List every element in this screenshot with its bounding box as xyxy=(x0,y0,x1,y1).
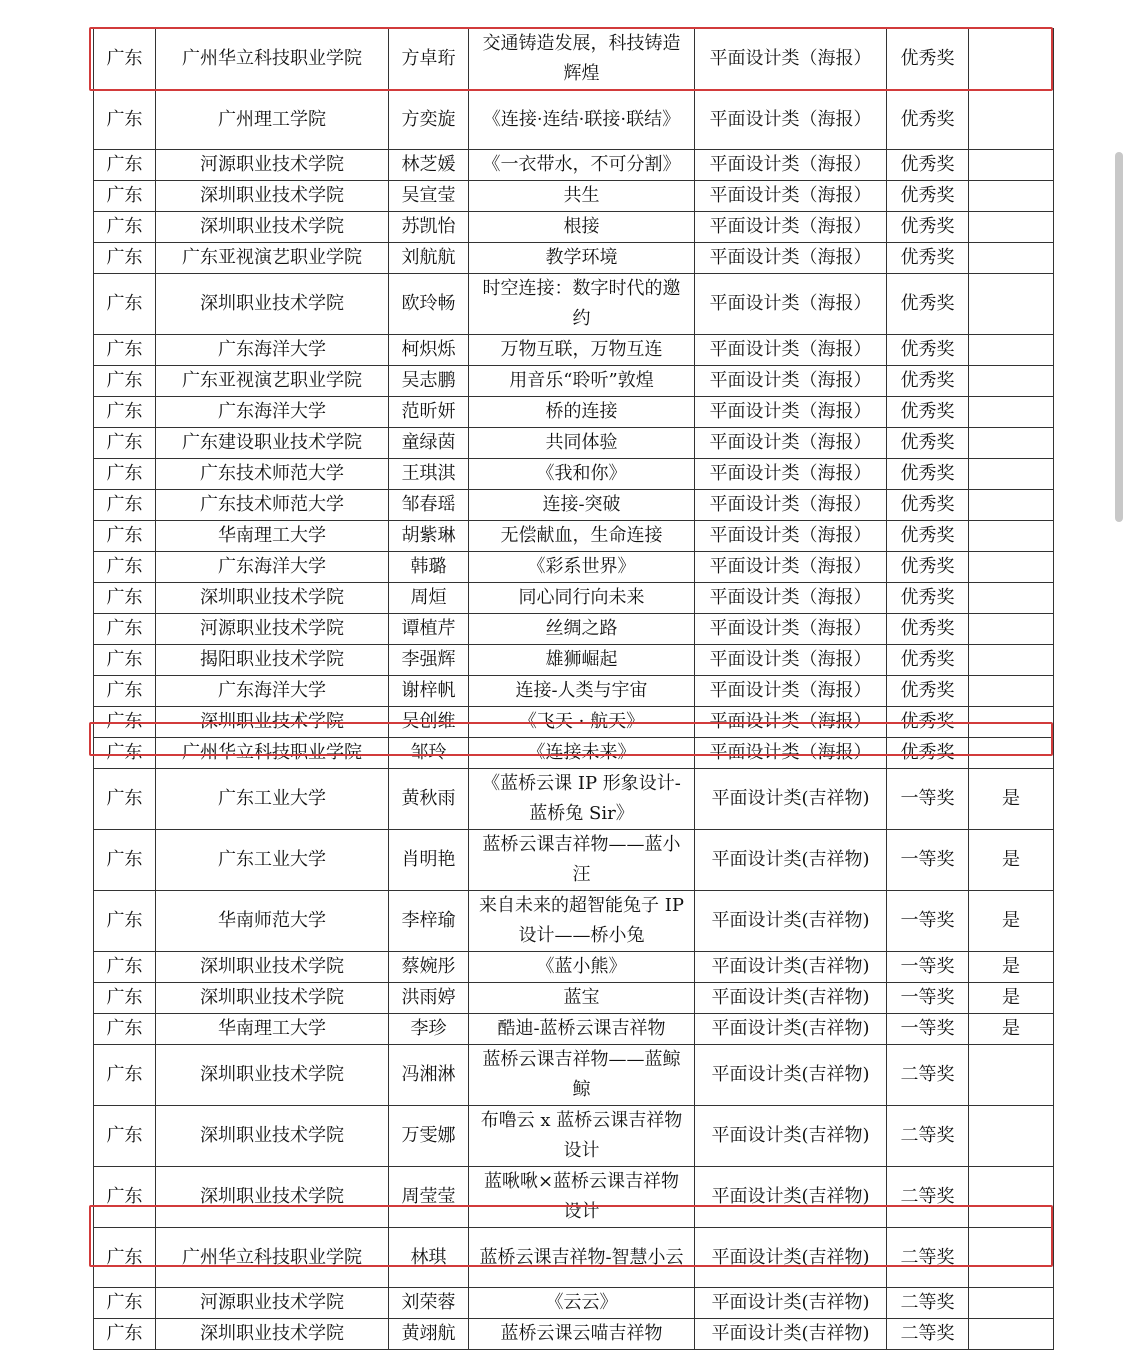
category-cell: 平面设计类(吉祥物) xyxy=(695,891,887,952)
province-cell: 广东 xyxy=(94,490,156,521)
province-cell: 广东 xyxy=(94,366,156,397)
extra-cell xyxy=(969,676,1054,707)
extra-cell xyxy=(969,738,1054,769)
table-row xyxy=(94,891,1054,952)
student-cell: 蔡婉彤 xyxy=(389,952,469,983)
student-cell: 王琪淇 xyxy=(389,459,469,490)
category-cell: 平面设计类(吉祥物) xyxy=(695,1319,887,1350)
student-cell: 洪雨婷 xyxy=(389,983,469,1014)
student-cell: 黄秋雨 xyxy=(389,769,469,830)
school-cell: 广东海洋大学 xyxy=(156,397,389,428)
table-row xyxy=(94,1106,1054,1167)
category-cell: 平面设计类（海报） xyxy=(695,738,887,769)
category-cell: 平面设计类（海报） xyxy=(695,243,887,274)
extra-cell xyxy=(969,1045,1054,1106)
title-cell: 蓝桥云课吉祥物——蓝小汪 xyxy=(469,830,695,891)
student-cell: 谭植芹 xyxy=(389,614,469,645)
extra-cell xyxy=(969,583,1054,614)
school-cell: 河源职业技术学院 xyxy=(156,150,389,181)
province-cell: 广东 xyxy=(94,274,156,335)
category-cell: 平面设计类（海报） xyxy=(695,490,887,521)
category-cell: 平面设计类（海报） xyxy=(695,150,887,181)
category-cell: 平面设计类(吉祥物) xyxy=(695,1106,887,1167)
student-cell: 吴宣莹 xyxy=(389,181,469,212)
title-cell: 来自未来的超智能兔子 IP 设计——桥小兔 xyxy=(469,891,695,952)
province-cell: 广东 xyxy=(94,738,156,769)
table-row xyxy=(94,212,1054,243)
province-cell: 广东 xyxy=(94,459,156,490)
extra-cell xyxy=(969,1167,1054,1228)
scrollbar-thumb[interactable] xyxy=(1115,152,1123,522)
province-cell: 广东 xyxy=(94,150,156,181)
title-cell: 《蓝桥云课 IP 形象设计-蓝桥兔 Sir》 xyxy=(469,769,695,830)
province-cell: 广东 xyxy=(94,335,156,366)
extra-cell xyxy=(969,1288,1054,1319)
province-cell: 广东 xyxy=(94,614,156,645)
student-cell: 吴创维 xyxy=(389,707,469,738)
school-cell: 华南理工大学 xyxy=(156,521,389,552)
table-row xyxy=(94,335,1054,366)
student-cell: 柯炽烁 xyxy=(389,335,469,366)
school-cell: 深圳职业技术学院 xyxy=(156,1319,389,1350)
award-cell: 优秀奖 xyxy=(887,274,969,335)
award-cell: 优秀奖 xyxy=(887,150,969,181)
award-cell: 优秀奖 xyxy=(887,583,969,614)
title-cell: 《彩系世界》 xyxy=(469,552,695,583)
province-cell: 广东 xyxy=(94,1106,156,1167)
award-cell: 优秀奖 xyxy=(887,614,969,645)
award-cell: 优秀奖 xyxy=(887,90,969,150)
title-cell: 同心同行向未来 xyxy=(469,583,695,614)
school-cell: 华南师范大学 xyxy=(156,891,389,952)
extra-cell xyxy=(969,243,1054,274)
vertical-scrollbar[interactable] xyxy=(1111,0,1125,1324)
table-row xyxy=(94,1045,1054,1106)
category-cell: 平面设计类（海报） xyxy=(695,274,887,335)
province-cell: 广东 xyxy=(94,1228,156,1288)
title-cell: 教学环境 xyxy=(469,243,695,274)
province-cell: 广东 xyxy=(94,645,156,676)
student-cell: 苏凯怡 xyxy=(389,212,469,243)
category-cell: 平面设计类（海报） xyxy=(695,614,887,645)
award-cell: 二等奖 xyxy=(887,1167,969,1228)
category-cell: 平面设计类（海报） xyxy=(695,552,887,583)
province-cell: 广东 xyxy=(94,983,156,1014)
school-cell: 深圳职业技术学院 xyxy=(156,212,389,243)
student-cell: 欧玲畅 xyxy=(389,274,469,335)
student-cell: 方卓珩 xyxy=(389,29,469,90)
school-cell: 深圳职业技术学院 xyxy=(156,983,389,1014)
title-cell: 蓝桥云课吉祥物——蓝鲸鲸 xyxy=(469,1045,695,1106)
student-cell: 刘航航 xyxy=(389,243,469,274)
award-cell: 一等奖 xyxy=(887,983,969,1014)
school-cell: 河源职业技术学院 xyxy=(156,614,389,645)
school-cell: 广东建设职业技术学院 xyxy=(156,428,389,459)
school-cell: 广东工业大学 xyxy=(156,830,389,891)
school-cell: 广州华立科技职业学院 xyxy=(156,738,389,769)
student-cell: 李强辉 xyxy=(389,645,469,676)
extra-cell: 是 xyxy=(969,891,1054,952)
title-cell: 无偿献血，生命连接 xyxy=(469,521,695,552)
table-row xyxy=(94,181,1054,212)
province-cell: 广东 xyxy=(94,552,156,583)
school-cell: 广州理工学院 xyxy=(156,90,389,150)
extra-cell xyxy=(969,29,1054,90)
extra-cell xyxy=(969,1228,1054,1288)
table-row xyxy=(94,243,1054,274)
extra-cell xyxy=(969,521,1054,552)
category-cell: 平面设计类（海报） xyxy=(695,459,887,490)
title-cell: 布噜云 x 蓝桥云课吉祥物设计 xyxy=(469,1106,695,1167)
student-cell: 韩璐 xyxy=(389,552,469,583)
category-cell: 平面设计类(吉祥物) xyxy=(695,1288,887,1319)
title-cell: 万物互联，万物互连 xyxy=(469,335,695,366)
student-cell: 范昕妍 xyxy=(389,397,469,428)
province-cell: 广东 xyxy=(94,212,156,243)
award-cell: 一等奖 xyxy=(887,891,969,952)
table-row xyxy=(94,521,1054,552)
school-cell: 华南理工大学 xyxy=(156,1014,389,1045)
category-cell: 平面设计类（海报） xyxy=(695,29,887,90)
school-cell: 广东海洋大学 xyxy=(156,676,389,707)
title-cell: 《飞天 · 航天》 xyxy=(469,707,695,738)
table-row xyxy=(94,274,1054,335)
province-cell: 广东 xyxy=(94,90,156,150)
title-cell: 连接-突破 xyxy=(469,490,695,521)
award-cell: 二等奖 xyxy=(887,1319,969,1350)
student-cell: 林琪 xyxy=(389,1228,469,1288)
category-cell: 平面设计类(吉祥物) xyxy=(695,830,887,891)
title-cell: 用音乐“聆听”敦煌 xyxy=(469,366,695,397)
table-row xyxy=(94,738,1054,769)
extra-cell xyxy=(969,428,1054,459)
school-cell: 深圳职业技术学院 xyxy=(156,1167,389,1228)
table-row xyxy=(94,90,1054,150)
province-cell: 广东 xyxy=(94,891,156,952)
table-row xyxy=(94,983,1054,1014)
extra-cell xyxy=(969,150,1054,181)
award-cell: 优秀奖 xyxy=(887,645,969,676)
table-row xyxy=(94,150,1054,181)
school-cell: 深圳职业技术学院 xyxy=(156,952,389,983)
title-cell: 连接-人类与宇宙 xyxy=(469,676,695,707)
category-cell: 平面设计类（海报） xyxy=(695,212,887,243)
award-cell: 优秀奖 xyxy=(887,676,969,707)
extra-cell xyxy=(969,707,1054,738)
table-row xyxy=(94,366,1054,397)
extra-cell xyxy=(969,366,1054,397)
title-cell: 《一衣带水，不可分割》 xyxy=(469,150,695,181)
extra-cell: 是 xyxy=(969,1014,1054,1045)
table-row xyxy=(94,428,1054,459)
award-cell: 二等奖 xyxy=(887,1045,969,1106)
student-cell: 谢梓帆 xyxy=(389,676,469,707)
student-cell: 肖明艳 xyxy=(389,830,469,891)
student-cell: 周莹莹 xyxy=(389,1167,469,1228)
table-row xyxy=(94,769,1054,830)
table-row xyxy=(94,490,1054,521)
table-row xyxy=(94,645,1054,676)
province-cell: 广东 xyxy=(94,1014,156,1045)
title-cell: 蓝啾啾×蓝桥云课吉祥物设计 xyxy=(469,1167,695,1228)
province-cell: 广东 xyxy=(94,428,156,459)
category-cell: 平面设计类(吉祥物) xyxy=(695,1045,887,1106)
extra-cell xyxy=(969,212,1054,243)
award-cell: 二等奖 xyxy=(887,1106,969,1167)
province-cell: 广东 xyxy=(94,1319,156,1350)
award-cell: 优秀奖 xyxy=(887,552,969,583)
award-cell: 一等奖 xyxy=(887,769,969,830)
award-cell: 优秀奖 xyxy=(887,428,969,459)
province-cell: 广东 xyxy=(94,769,156,830)
province-cell: 广东 xyxy=(94,1288,156,1319)
category-cell: 平面设计类（海报） xyxy=(695,676,887,707)
extra-cell: 是 xyxy=(969,830,1054,891)
province-cell: 广东 xyxy=(94,243,156,274)
table-row xyxy=(94,1228,1054,1288)
school-cell: 深圳职业技术学院 xyxy=(156,274,389,335)
category-cell: 平面设计类(吉祥物) xyxy=(695,983,887,1014)
table-row xyxy=(94,397,1054,428)
school-cell: 广州华立科技职业学院 xyxy=(156,29,389,90)
student-cell: 方奕旋 xyxy=(389,90,469,150)
student-cell: 周烜 xyxy=(389,583,469,614)
category-cell: 平面设计类（海报） xyxy=(695,397,887,428)
student-cell: 胡紫琳 xyxy=(389,521,469,552)
province-cell: 广东 xyxy=(94,830,156,891)
category-cell: 平面设计类（海报） xyxy=(695,583,887,614)
title-cell: 蓝桥云课吉祥物-智慧小云 xyxy=(469,1228,695,1288)
title-cell: 《我和你》 xyxy=(469,459,695,490)
extra-cell xyxy=(969,90,1054,150)
award-cell: 优秀奖 xyxy=(887,335,969,366)
title-cell: 《蓝小熊》 xyxy=(469,952,695,983)
province-cell: 广东 xyxy=(94,521,156,552)
extra-cell xyxy=(969,490,1054,521)
title-cell: 雄狮崛起 xyxy=(469,645,695,676)
award-cell: 优秀奖 xyxy=(887,521,969,552)
category-cell: 平面设计类（海报） xyxy=(695,181,887,212)
school-cell: 广东技术师范大学 xyxy=(156,459,389,490)
student-cell: 冯湘淋 xyxy=(389,1045,469,1106)
title-cell: 共同体验 xyxy=(469,428,695,459)
student-cell: 李梓瑜 xyxy=(389,891,469,952)
table-row xyxy=(94,1014,1054,1045)
extra-cell xyxy=(969,181,1054,212)
category-cell: 平面设计类（海报） xyxy=(695,645,887,676)
school-cell: 揭阳职业技术学院 xyxy=(156,645,389,676)
table-row xyxy=(94,614,1054,645)
title-cell: 根接 xyxy=(469,212,695,243)
table-row xyxy=(94,29,1054,90)
school-cell: 广东亚视演艺职业学院 xyxy=(156,243,389,274)
award-cell: 优秀奖 xyxy=(887,212,969,243)
category-cell: 平面设计类(吉祥物) xyxy=(695,1014,887,1045)
school-cell: 深圳职业技术学院 xyxy=(156,1106,389,1167)
school-cell: 深圳职业技术学院 xyxy=(156,583,389,614)
award-cell: 优秀奖 xyxy=(887,397,969,428)
award-table xyxy=(93,28,1054,1350)
category-cell: 平面设计类（海报） xyxy=(695,521,887,552)
title-cell: 时空连接：数字时代的邀约 xyxy=(469,274,695,335)
school-cell: 深圳职业技术学院 xyxy=(156,181,389,212)
school-cell: 深圳职业技术学院 xyxy=(156,1045,389,1106)
award-cell: 优秀奖 xyxy=(887,738,969,769)
title-cell: 丝绸之路 xyxy=(469,614,695,645)
title-cell: 桥的连接 xyxy=(469,397,695,428)
category-cell: 平面设计类（海报） xyxy=(695,428,887,459)
title-cell: 酷迪-蓝桥云课吉祥物 xyxy=(469,1014,695,1045)
table-row xyxy=(94,583,1054,614)
award-cell: 优秀奖 xyxy=(887,29,969,90)
student-cell: 邹玲 xyxy=(389,738,469,769)
category-cell: 平面设计类（海报） xyxy=(695,335,887,366)
category-cell: 平面设计类（海报） xyxy=(695,707,887,738)
student-cell: 吴志鹏 xyxy=(389,366,469,397)
award-cell: 二等奖 xyxy=(887,1228,969,1288)
table-row xyxy=(94,1319,1054,1350)
school-cell: 广东技术师范大学 xyxy=(156,490,389,521)
category-cell: 平面设计类(吉祥物) xyxy=(695,952,887,983)
category-cell: 平面设计类(吉祥物) xyxy=(695,1167,887,1228)
extra-cell xyxy=(969,274,1054,335)
extra-cell xyxy=(969,335,1054,366)
title-cell: 《连接未来》 xyxy=(469,738,695,769)
award-cell: 优秀奖 xyxy=(887,181,969,212)
school-cell: 河源职业技术学院 xyxy=(156,1288,389,1319)
province-cell: 广东 xyxy=(94,29,156,90)
award-cell: 优秀奖 xyxy=(887,366,969,397)
province-cell: 广东 xyxy=(94,952,156,983)
title-cell: 交通铸造发展，科技铸造辉煌 xyxy=(469,29,695,90)
table-row xyxy=(94,459,1054,490)
award-cell: 优秀奖 xyxy=(887,459,969,490)
student-cell: 黄翊航 xyxy=(389,1319,469,1350)
extra-cell xyxy=(969,1106,1054,1167)
student-cell: 童绿茵 xyxy=(389,428,469,459)
award-cell: 一等奖 xyxy=(887,952,969,983)
province-cell: 广东 xyxy=(94,181,156,212)
province-cell: 广东 xyxy=(94,1167,156,1228)
category-cell: 平面设计类(吉祥物) xyxy=(695,1228,887,1288)
extra-cell: 是 xyxy=(969,983,1054,1014)
province-cell: 广东 xyxy=(94,676,156,707)
title-cell: 共生 xyxy=(469,181,695,212)
school-cell: 广东海洋大学 xyxy=(156,552,389,583)
award-cell: 优秀奖 xyxy=(887,243,969,274)
student-cell: 邹春瑶 xyxy=(389,490,469,521)
extra-cell xyxy=(969,645,1054,676)
award-cell: 二等奖 xyxy=(887,1288,969,1319)
category-cell: 平面设计类（海报） xyxy=(695,366,887,397)
school-cell: 广东工业大学 xyxy=(156,769,389,830)
province-cell: 广东 xyxy=(94,1045,156,1106)
award-cell: 一等奖 xyxy=(887,830,969,891)
extra-cell xyxy=(969,459,1054,490)
province-cell: 广东 xyxy=(94,397,156,428)
school-cell: 广东亚视演艺职业学院 xyxy=(156,366,389,397)
table-row xyxy=(94,952,1054,983)
table-row xyxy=(94,1167,1054,1228)
school-cell: 广东海洋大学 xyxy=(156,335,389,366)
award-cell: 优秀奖 xyxy=(887,707,969,738)
title-cell: 蓝宝 xyxy=(469,983,695,1014)
table-row xyxy=(94,676,1054,707)
table-row xyxy=(94,552,1054,583)
extra-cell xyxy=(969,552,1054,583)
school-cell: 广州华立科技职业学院 xyxy=(156,1228,389,1288)
table-row xyxy=(94,707,1054,738)
extra-cell: 是 xyxy=(969,952,1054,983)
award-cell: 一等奖 xyxy=(887,1014,969,1045)
title-cell: 《连接·连结·联接·联结》 xyxy=(469,90,695,150)
title-cell: 蓝桥云课云喵吉祥物 xyxy=(469,1319,695,1350)
table-row xyxy=(94,1288,1054,1319)
province-cell: 广东 xyxy=(94,583,156,614)
extra-cell xyxy=(969,397,1054,428)
table-row xyxy=(94,830,1054,891)
student-cell: 万雯娜 xyxy=(389,1106,469,1167)
award-cell: 优秀奖 xyxy=(887,490,969,521)
extra-cell xyxy=(969,614,1054,645)
student-cell: 林芝媛 xyxy=(389,150,469,181)
title-cell: 《云云》 xyxy=(469,1288,695,1319)
student-cell: 刘荣蓉 xyxy=(389,1288,469,1319)
student-cell: 李珍 xyxy=(389,1014,469,1045)
extra-cell: 是 xyxy=(969,769,1054,830)
extra-cell xyxy=(969,1319,1054,1350)
category-cell: 平面设计类(吉祥物) xyxy=(695,769,887,830)
province-cell: 广东 xyxy=(94,707,156,738)
school-cell: 深圳职业技术学院 xyxy=(156,707,389,738)
category-cell: 平面设计类（海报） xyxy=(695,90,887,150)
